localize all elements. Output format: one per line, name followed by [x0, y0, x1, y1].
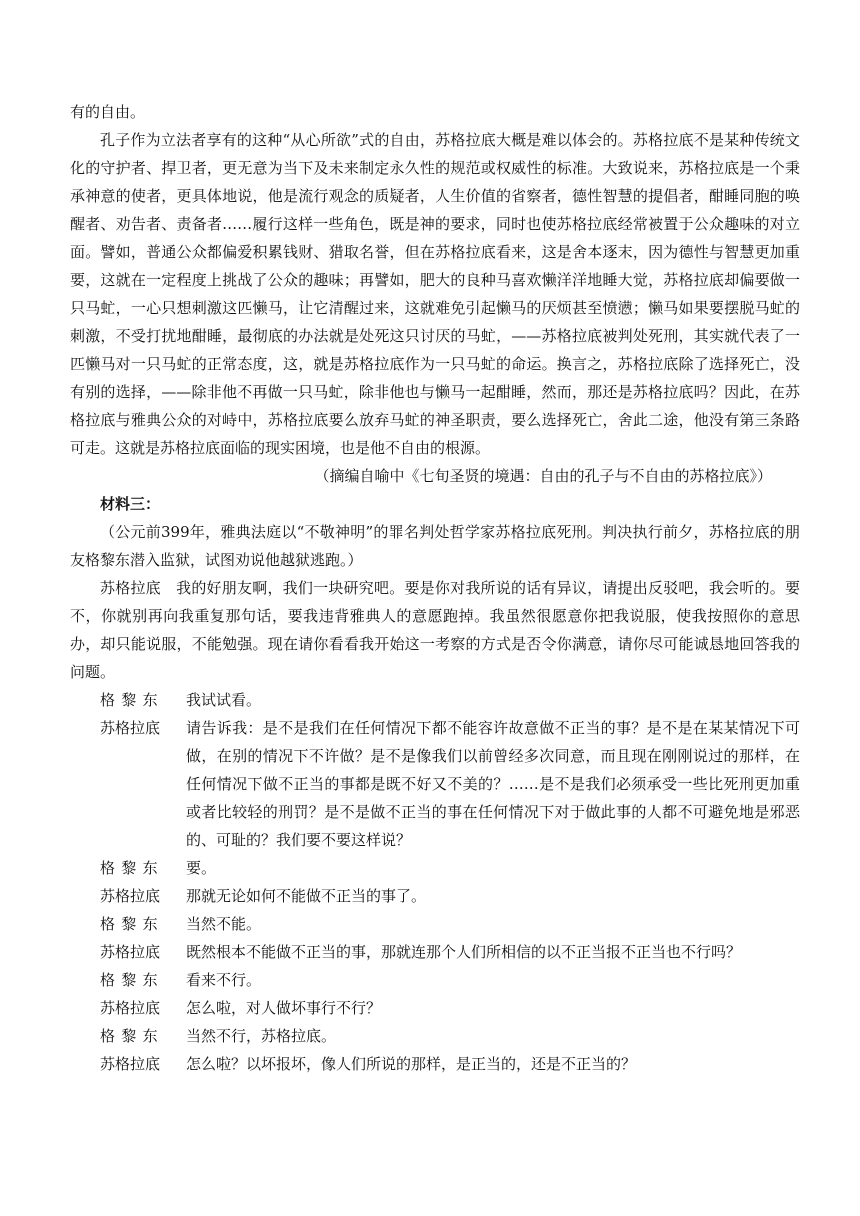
section-heading: 材料三： [100, 495, 161, 513]
speaker-name: 苏格拉底 [100, 999, 161, 1017]
speaker-name: 苏格拉底 [100, 943, 161, 961]
speaker-name: 苏格拉底 [100, 1055, 161, 1073]
speech-text: 看来不行。 [186, 971, 262, 989]
speaker-name: 格黎东 [100, 971, 164, 989]
speaker-name: 格黎东 [100, 691, 164, 709]
dialogue-line [70, 882, 800, 910]
dialogue-line [70, 994, 800, 1022]
speech-text: 我试试看。 [186, 691, 262, 709]
dialogue-line [70, 966, 800, 994]
speaker-name: 苏格拉底 [100, 887, 161, 905]
opening-speech: 苏格拉底 我的好朋友啊，我们一块研究吧。要是你对我所说的话有异议，请提出反驳吧，我会听的。要不，你就别再向我重复那句话，要我违背雅典人的意愿跑掉。我虽然很愿意你把我说服，使我按照你的意思办，却只能说服，不能勉强。现在请你看看我开始这一考察的方式是否令你满意，请你尽可能诚恳地回答我的问题。 [70, 579, 800, 681]
speech-text: 当然不行，苏格拉底。 [186, 1027, 337, 1045]
dialogue-line [70, 714, 800, 854]
scene-intro: （公元前399年，雅典法庭以“不敬神明”的罪名判处哲学家苏格拉底死刑。判决执行前夕，苏格拉底的朋友格黎东潜入监狱，试图劝说他越狱逃跑。） [70, 523, 800, 569]
speaker-name: 格黎东 [100, 1027, 164, 1045]
source-citation: （摘编自喻中《七旬圣贤的境遇：自由的孔子与不自由的苏格拉底》） [314, 467, 772, 485]
speaker-name: 格黎东 [100, 915, 164, 933]
dialogue-line [70, 686, 800, 714]
paragraph-body: 孔子作为立法者享有的这种“从心所欲”式的自由，苏格拉底大概是难以体会的。苏格拉底不是某种传统文化的守护者、捍卫者，更无意为当下及未来制定永久性的规范或权威性的标准。大致说来，苏格拉底是一个秉承神意的使者，更具体地说，他是流行观念的质疑者，人生价值的省察者，德性智慧的提倡者，酣睡同胞的唤醒者、劝告者、责备者……履行这样一些角色，既是神的要求，同时也使苏格拉底经常被置于公众趣味的对立面。譬如，普通公众都偏爱积累钱财、猎取名誉，但在苏格拉底看来，这是舍本逐末，因为德性与智慧更加重要，这就在一定程度上挑战了公众的趣味；再譬如，肥大的良种马喜欢懒洋洋地睡大觉，苏格拉底却偏要做一只马虻，一心只想刺激这匹懒马，让它清醒过来，这就难免引起懒马的厌烦甚至愤懑；懒马如果要摆脱马虻的刺激，不受打扰地酣睡，最彻底的办法就是处死这只讨厌的马虻，——苏格拉底被判处死刑，其实就代表了一匹懒马对一只马虻的正常态度，这，就是苏格拉底作为一只马虻的命运。换言之，苏格拉底除了选择死亡，没有别的选择，——除非他不再做一只马虻，除非他也与懒马一起酣睡，然而，那还是苏格拉底吗？因此，在苏格拉底与雅典公众的对峙中，苏格拉底要么放弃马虻的神圣职责，要么选择死亡，舍此二途，他没有第三条路可走。这就是苏格拉底面临的现实困境，也是他不自由的根源。 [70, 131, 800, 457]
dialogue-line [70, 938, 800, 966]
speaker-name: 苏格拉底 [100, 719, 161, 737]
speech-text: 既然根本不能做不正当的事，那就连那个人们所相信的以不正当报不正当也不行吗？ [186, 943, 742, 961]
dialogue-line [70, 1050, 800, 1078]
dialogue-line [70, 1022, 800, 1050]
speech-text: 要。 [186, 859, 217, 877]
speech-text: 当然不能。 [186, 915, 262, 933]
speech-text: 那就无论如何不能做不正当的事了。 [186, 887, 427, 905]
speech-text: 请告诉我：是不是我们在任何情况下都不能容许故意做不正当的事？是不是在某某情况下可做，在别的情况下不许做？是不是像我们以前曾经多次同意，而且现在刚刚说过的那样，在任何情况下做不正当的事都是既不好又不美的？……是不是我们必须承受一些比死刑更加重或者比较轻的刑罚？是不是做不正当的事在任何情况下对于做此事的人都不可避免地是邪恶的、可耻的？我们要不要这样说？ [186, 719, 800, 849]
dialogue-line [70, 910, 800, 938]
paragraph-continuation: 有的自由。 [70, 103, 146, 121]
speaker-name: 格黎东 [100, 859, 164, 877]
dialogue-line [70, 854, 800, 882]
speech-text: 怎么啦？以坏报坏，像人们所说的那样，是正当的，还是不正当的？ [186, 1055, 637, 1073]
speech-text: 怎么啦，对人做坏事行不行？ [186, 999, 382, 1017]
document-body [70, 98, 800, 1078]
